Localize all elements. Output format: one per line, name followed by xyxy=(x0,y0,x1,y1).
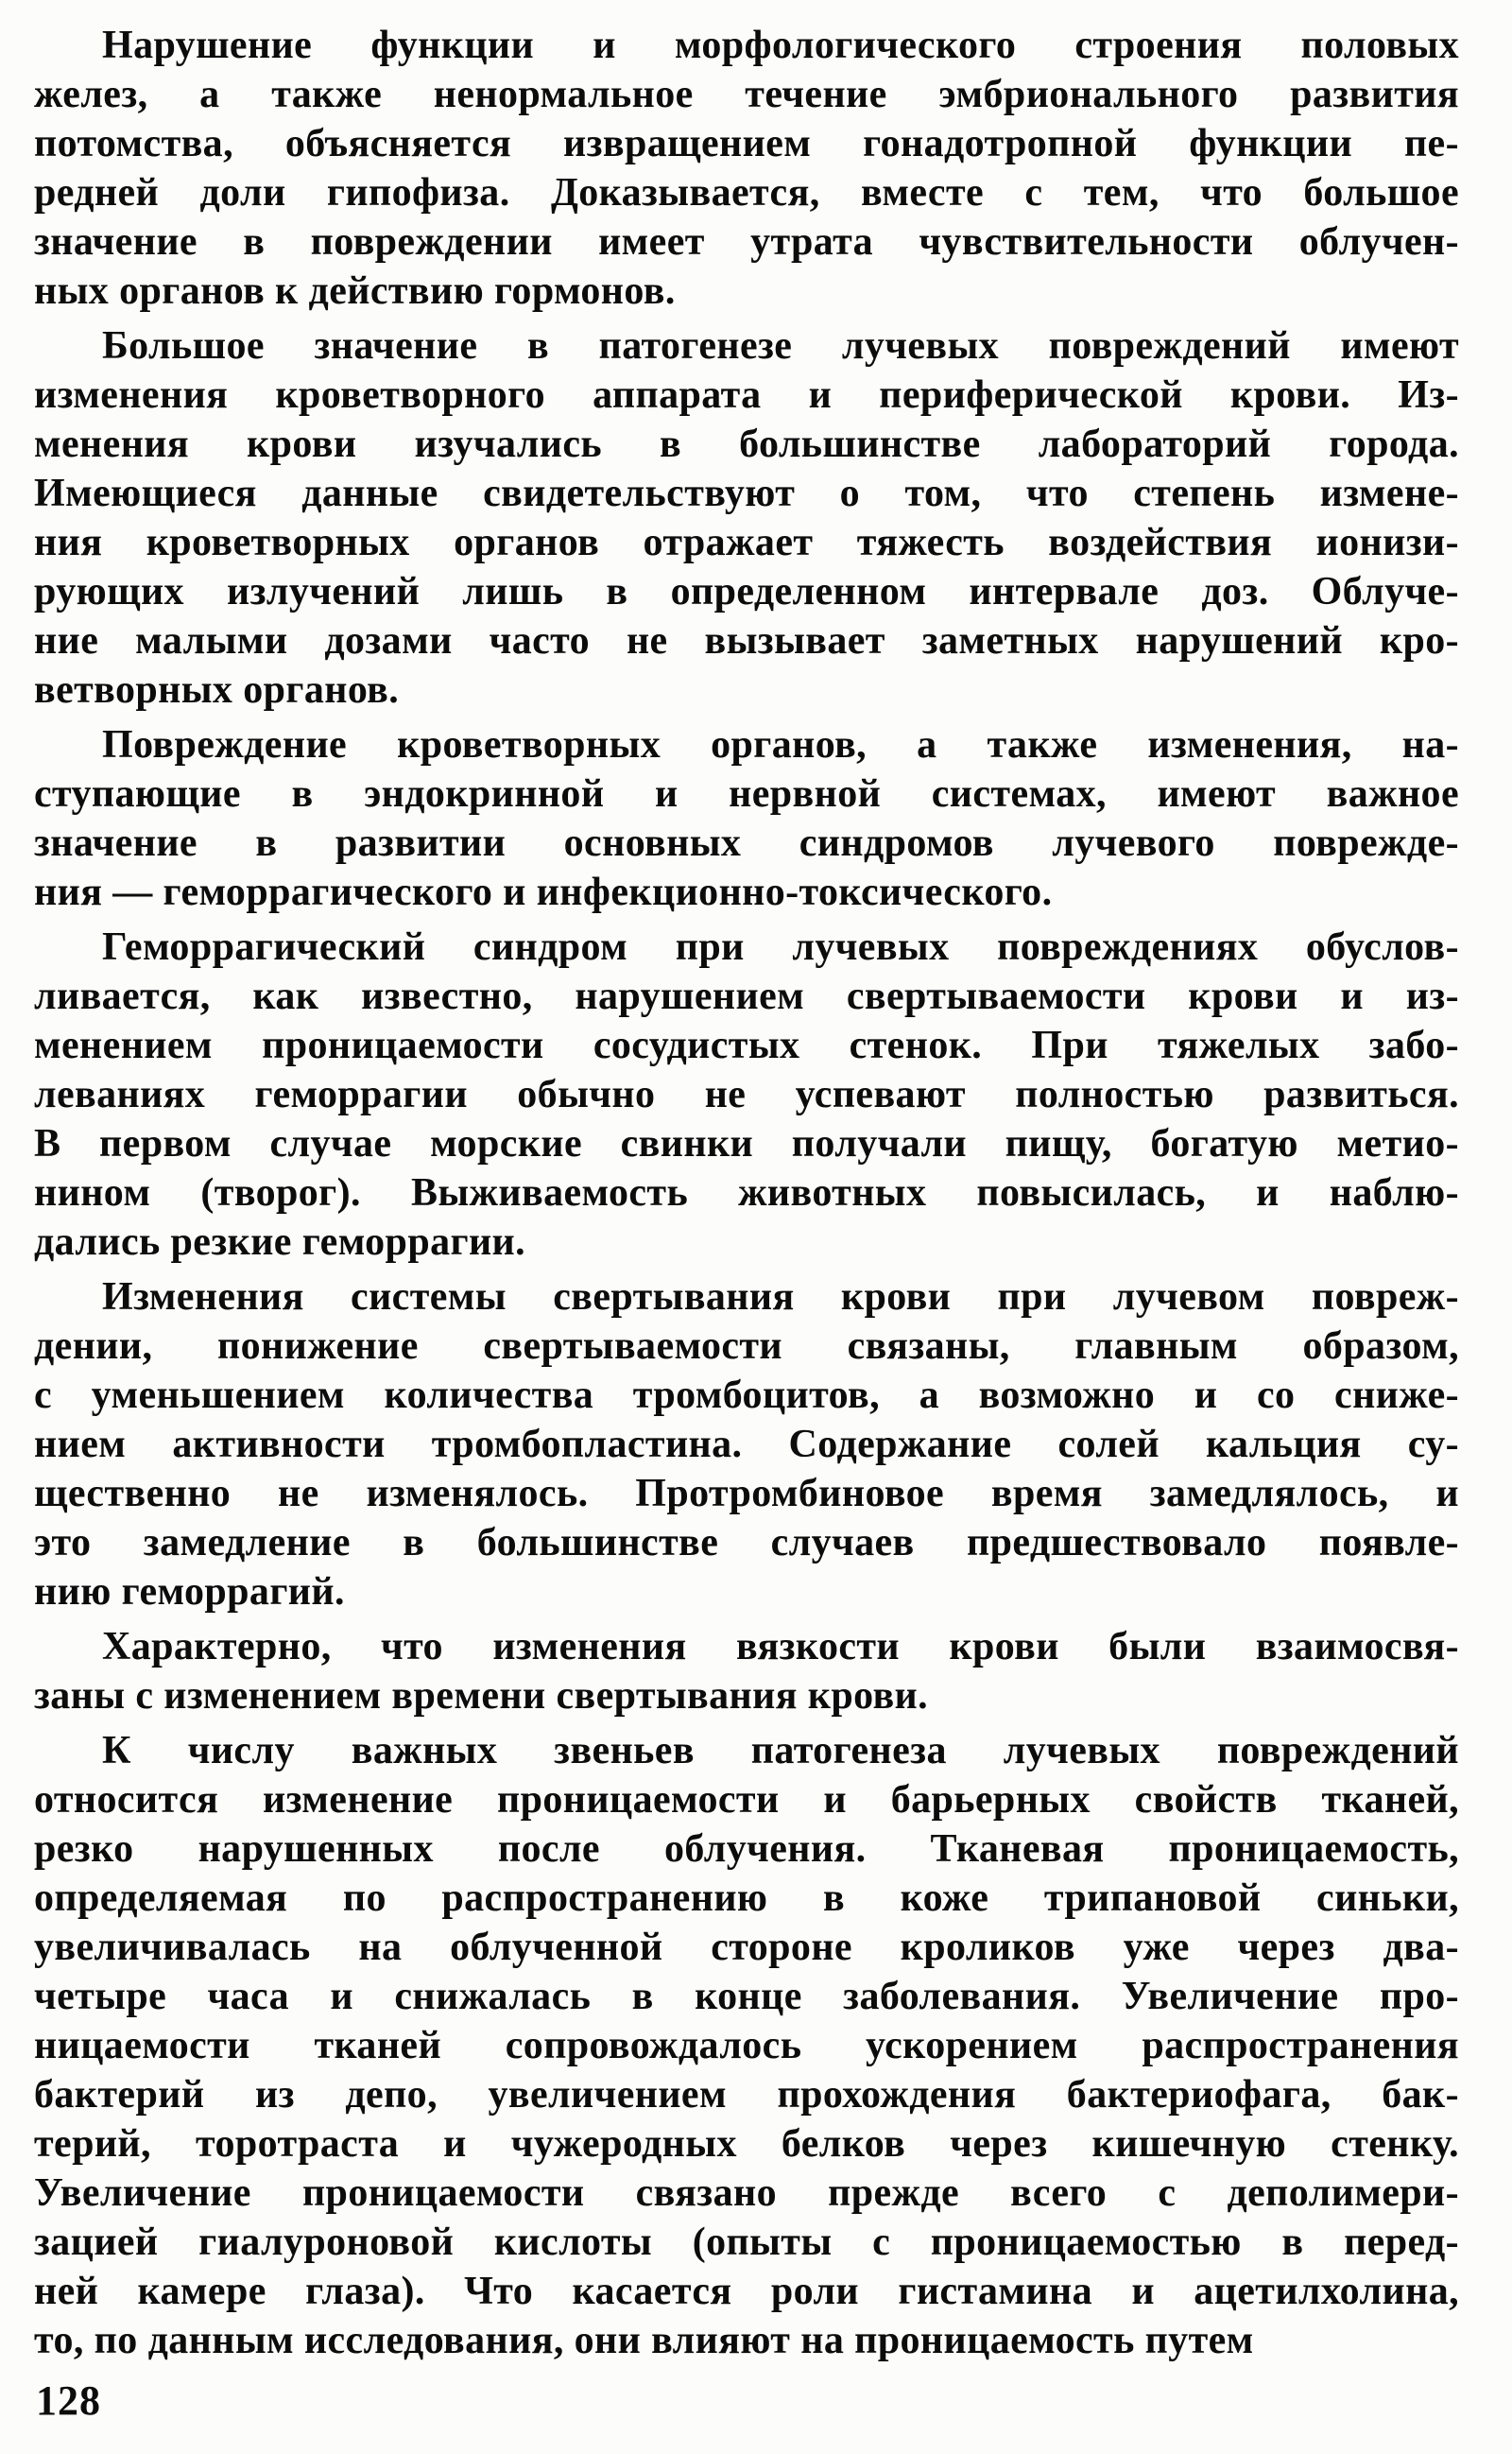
text-line: заны с изменением времени свертывания крови. xyxy=(34,1674,929,1718)
text-line: с уменьшением количества тромбоцитов, а возможно и со сниже- xyxy=(34,1374,1459,1417)
text-line: менением проницаемости сосудистых стенок. При тяжелых забо- xyxy=(34,1024,1459,1067)
paragraph xyxy=(34,21,1459,316)
text-line: ния — геморрагического и инфекционно-токсического. xyxy=(34,871,1053,914)
text-line: ливается, как известно, нарушением свертываемости крови и из- xyxy=(34,975,1459,1018)
text-line: В первом случае морские свинки получали пищу, богатую метио- xyxy=(34,1122,1459,1166)
text-line: Повреждение кроветворных органов, а также изменения, на- xyxy=(102,723,1459,767)
text-line: относится изменение проницаемости и барьерных свойств тканей, xyxy=(34,1778,1459,1822)
text-line: ния кроветворных органов отражает тяжесть воздействия ионизи- xyxy=(34,521,1459,564)
text-line: это замедление в большинстве случаев предшествовало появле- xyxy=(34,1521,1459,1564)
text-line: дались резкие геморрагии. xyxy=(34,1220,526,1264)
text-line: определяемая по распространению в коже трипановой синьки, xyxy=(34,1876,1459,1920)
text-line: желез, а также ненормальное течение эмбрионального развития xyxy=(34,73,1459,116)
paragraph xyxy=(34,1726,1459,2365)
text-line: Изменения системы свертывания крови при лучевом повреж- xyxy=(102,1275,1459,1319)
paragraph xyxy=(34,720,1459,917)
text-line: Увеличение проницаемости связано прежде всего с деполимери- xyxy=(34,2171,1459,2215)
page-number: 128 xyxy=(36,2377,101,2424)
text-line: щественно не изменялось. Протромбиновое время замедлялось, и xyxy=(34,1472,1459,1515)
text-line: Имеющиеся данные свидетельствуют о том, что степень измене- xyxy=(34,472,1459,515)
text-line: дении, понижение свертываемости связаны, главным образом, xyxy=(34,1324,1459,1368)
text-line: увеличивалась на облученной стороне кроликов уже через два- xyxy=(34,1926,1459,1969)
paragraph xyxy=(34,1272,1459,1616)
text-line: бактерий из депо, увеличением прохождения бактериофага, бак- xyxy=(34,2073,1459,2117)
body-text xyxy=(34,21,1459,2371)
text-line: Большое значение в патогенезе лучевых повреждений имеют xyxy=(102,324,1459,368)
text-line: нином (творог). Выживаемость животных повысилась, и наблю- xyxy=(34,1171,1459,1215)
text-line: К числу важных звеньев патогенеза лучевых повреждений xyxy=(102,1729,1459,1772)
text-line: редней доли гипофиза. Доказывается, вместе с тем, что большое xyxy=(34,171,1459,215)
text-line: Геморрагический синдром при лучевых повреждениях обуслов- xyxy=(102,925,1459,969)
text-line: рующих излучений лишь в определенном интервале доз. Облуче- xyxy=(34,570,1459,614)
text-line: то, по данным исследования, они влияют на проницаемость путем xyxy=(34,2319,1254,2362)
text-line: менения крови изучались в большинстве лабораторий города. xyxy=(34,423,1459,466)
text-line: нием активности тромбопластина. Содержание солей кальция су- xyxy=(34,1423,1459,1466)
text-line: значение в развитии основных синдромов лучевого поврежде- xyxy=(34,821,1459,865)
text-line: четыре часа и снижалась в конце заболевания. Увеличение про- xyxy=(34,1975,1459,2018)
text-line: ступающие в эндокринной и нервной системах, имеют важное xyxy=(34,772,1459,816)
text-line: ветворных органов. xyxy=(34,668,400,712)
text-line: терий, торотраста и чужеродных белков через кишечную стенку. xyxy=(34,2122,1459,2166)
text-line: ницаемости тканей сопровождалось ускорением распространения xyxy=(34,2024,1459,2067)
text-line: Характерно, что изменения вязкости крови были взаимосвя- xyxy=(102,1625,1459,1668)
paragraph xyxy=(34,321,1459,715)
text-line: нию геморрагий. xyxy=(34,1570,345,1614)
text-line: резко нарушенных после облучения. Тканевая проницаемость, xyxy=(34,1827,1459,1871)
text-line: значение в повреждении имеет утрата чувствительности облучен- xyxy=(34,220,1459,264)
text-line: потомства, объясняется извращением гонадотропной функции пе- xyxy=(34,122,1459,165)
text-line: ние малыми дозами часто не вызывает заметных нарушений кро- xyxy=(34,619,1459,663)
text-line: изменения кроветворного аппарата и периферической крови. Из- xyxy=(34,373,1459,417)
text-line: зацией гиалуроновой кислоты (опыты с проницаемостью в перед- xyxy=(34,2221,1459,2264)
text-line: ней камере глаза). Что касается роли гистамина и ацетилхолина, xyxy=(34,2270,1459,2313)
paragraph xyxy=(34,1622,1459,1720)
text-line: леваниях геморрагии обычно не успевают полностью развиться. xyxy=(34,1073,1459,1116)
text-line: ных органов к действию гормонов. xyxy=(34,269,676,313)
paragraph xyxy=(34,923,1459,1267)
text-line: Нарушение функции и морфологического строения половых xyxy=(102,24,1459,67)
